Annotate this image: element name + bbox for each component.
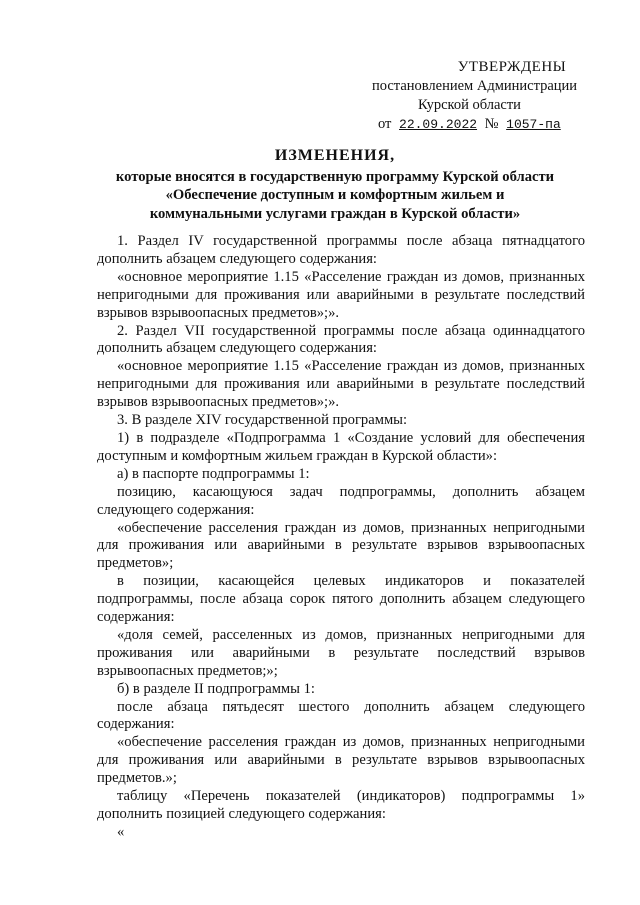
paragraph: « xyxy=(117,823,125,840)
paragraph: «основное мероприятие 1.15 «Расселение граждан из домов, признанных непригодными для проживания или аварийными в результате последствий взрывов взрывоопасных предметов»;». xyxy=(97,268,585,321)
approval-date: 22.09.2022 xyxy=(399,117,478,132)
paragraph: а) в паспорте подпрограммы 1: xyxy=(117,465,310,482)
paragraph: 1. Раздел IV государственной программы после абзаца пятнадцатого дополнить абзацем следующего содержания: xyxy=(97,233,585,267)
paragraph: таблицу «Перечень показателей (индикаторов) подпрограммы 1» дополнить позицией следующего содержания: xyxy=(97,788,585,822)
heading-line-2: «Обеспечение доступным и комфортным жильем и xyxy=(165,187,505,203)
paragraph: 1) в подразделе «Подпрограмма 1 «Создание условий для обеспечения доступным и комфортным жильем граждан в Курской области»: xyxy=(97,429,585,464)
paragraph: 2. Раздел VII государственной программы после абзаца одиннадцатого дополнить абзацем следующего содержания: xyxy=(97,322,585,357)
approval-title: УТВЕРЖДЕНЫ xyxy=(457,59,567,75)
paragraph: после абзаца пятьдесят шестого дополнить абзацем следующего содержания: xyxy=(97,698,585,733)
document-heading xyxy=(100,147,570,223)
approval-number: 1057-па xyxy=(506,117,561,132)
approval-region: Курской области xyxy=(418,97,521,113)
heading-line-3: коммунальными услугами граждан в Курской области» xyxy=(149,205,521,222)
paragraph: б) в разделе II подпрограммы 1: xyxy=(117,680,315,697)
approval-date-line xyxy=(372,115,612,134)
document-body xyxy=(97,233,585,842)
paragraph: позицию, касающуюся задач подпрограммы, дополнить абзацем следующего содержания: xyxy=(97,483,585,518)
paragraph: «обеспечение расселения граждан из домов, признанных непригодными для проживания или аварийными в результате взрывов взрывоопасных предметов.»; xyxy=(97,734,585,787)
paragraph: в позиции, касающейся целевых индикаторов и показателей подпрограммы, после абзаца сорок пятого дополнить абзацем следующего содержания: xyxy=(97,573,585,626)
paragraph: «основное мероприятие 1.15 «Расселение граждан из домов, признанных непригодными для проживания или аварийными в результате последствий взрывов взрывоопасных предметов»;». xyxy=(97,358,585,411)
paragraph: 3. В разделе XIV государственной программы: xyxy=(117,412,408,429)
heading-title: ИЗМЕНЕНИЯ, xyxy=(274,147,396,164)
paragraph: «обеспечение расселения граждан из домов, признанных непригодными для проживания или аварийными в результате взрывов взрывоопасных предметов»; xyxy=(97,519,585,572)
date-prefix: от xyxy=(378,116,392,132)
heading-line-1: которые вносятся в государственную программу Курской области xyxy=(115,168,555,185)
number-prefix: № xyxy=(484,116,499,132)
paragraph: «доля семей, расселенных из домов, признанных непригодными для проживания или аварийными в результате последствий взрывов взрывоопасных предметов;»; xyxy=(97,626,585,679)
approval-stamp xyxy=(372,58,612,134)
approval-org: постановлением Администрации xyxy=(372,78,578,94)
